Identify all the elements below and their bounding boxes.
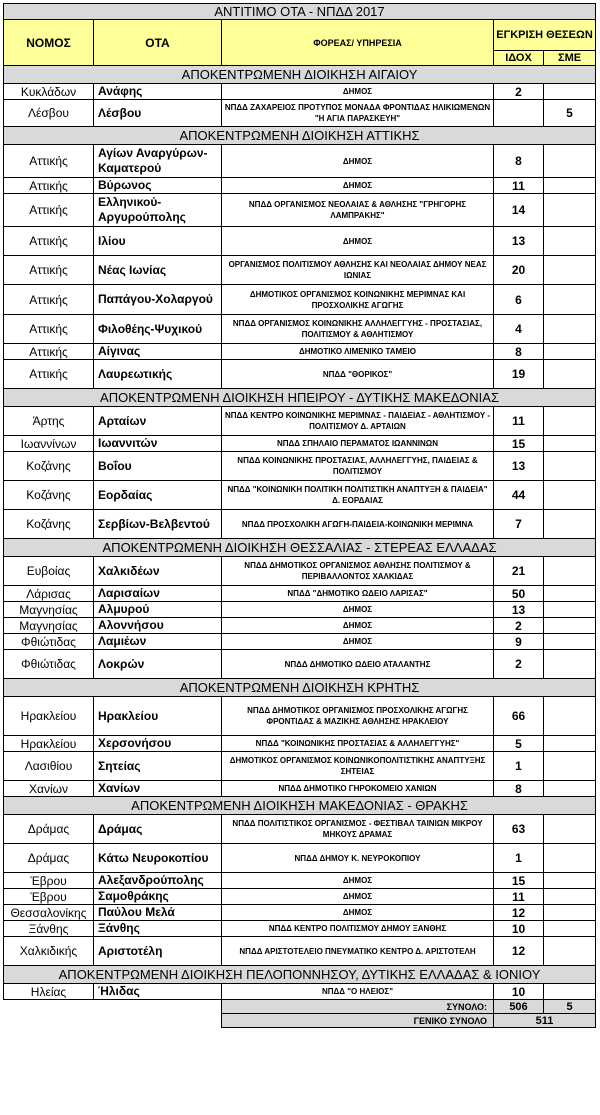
ota-cell: Λαμιέων: [94, 634, 222, 650]
sme-cell: [544, 344, 596, 360]
table-row: [4, 984, 596, 1000]
table-row: [4, 100, 596, 127]
ota-cell: Σαμοθράκης: [94, 889, 222, 905]
sme-cell: [544, 781, 596, 797]
idox-cell: 13: [494, 227, 544, 256]
synolo-idox: 506: [494, 1000, 544, 1014]
sme-cell: [544, 921, 596, 937]
idox-cell: 11: [494, 178, 544, 194]
ota-cell: Σερβίων-Βελβεντού: [94, 510, 222, 539]
table-row: [4, 873, 596, 889]
sme-cell: [544, 736, 596, 752]
nomos-cell: Λέσβου: [4, 100, 94, 127]
sme-cell: [544, 697, 596, 736]
table-row: [4, 344, 596, 360]
nomos-cell: Λάρισας: [4, 586, 94, 602]
ota-cell: Λαυρεωτικής: [94, 360, 222, 389]
foreas-cell: ΝΠΔΔ ΔΗΜΟΤΙΚΟ ΓΗΡΟΚΟΜΕΙΟ ΧΑΝΙΩΝ: [222, 781, 494, 797]
section-header: ΑΠΟΚΕΝΤΡΩΜΕΝΗ ΔΙΟΙΚΗΣΗ ΚΡΗΤΗΣ: [4, 679, 596, 697]
idox-cell: 10: [494, 921, 544, 937]
foreas-cell: ΝΠΔΔ ΑΡΙΣΤΟΤΕΛΕΙΟ ΠΝΕΥΜΑΤΙΚΟ ΚΕΝΤΡΟ Δ. ΑΡΙΣΤΟΤΕΛΗ: [222, 937, 494, 966]
nomos-cell: Δράμας: [4, 815, 94, 844]
sme-cell: [544, 650, 596, 679]
table-title: ΑΝΤΙΤΙΜΟ ΟΤΑ - ΝΠΔΔ 2017: [4, 4, 596, 20]
section-header: ΑΠΟΚΕΝΤΡΩΜΕΝΗ ΔΙΟΙΚΗΣΗ ΑΤΤΙΚΗΣ: [4, 127, 596, 145]
table-row: [4, 452, 596, 481]
table-row: [4, 634, 596, 650]
ota-cell: Αλεξανδρούπολης: [94, 873, 222, 889]
idox-cell: 50: [494, 586, 544, 602]
sme-cell: [544, 586, 596, 602]
ota-cell: Εορδαίας: [94, 481, 222, 510]
foreas-cell: ΝΠΔΔ ΠΡΟΣΧΟΛΙΚΗ ΑΓΩΓΗ-ΠΑΙΔΕΙΑ-ΚΟΙΝΩΝΙΚΗ ΜΕΡΙΜΝΑ: [222, 510, 494, 539]
nomos-cell: Θεσσαλονίκης: [4, 905, 94, 921]
sme-cell: [544, 194, 596, 227]
ota-cell: Δράμας: [94, 815, 222, 844]
sme-cell: [544, 436, 596, 452]
idox-cell: 8: [494, 781, 544, 797]
sme-cell: [544, 84, 596, 100]
foreas-cell: ΝΠΔΔ ΔΗΜΟΥ Κ. ΝΕΥΡΟΚΟΠΙΟΥ: [222, 844, 494, 873]
geniko-synolo-value: 511: [494, 1014, 596, 1028]
synolo-sme: 5: [544, 1000, 596, 1014]
idox-cell: 8: [494, 344, 544, 360]
nomos-cell: Φθιώτιδας: [4, 650, 94, 679]
section-header: ΑΠΟΚΕΝΤΡΩΜΕΝΗ ΔΙΟΙΚΗΣΗ ΘΕΣΣΑΛΙΑΣ - ΣΤΕΡΕΑΣ ΕΛΛΑΔΑΣ: [4, 539, 596, 557]
ota-cell: Λέσβου: [94, 100, 222, 127]
section-header: ΑΠΟΚΕΝΤΡΩΜΕΝΗ ΔΙΟΙΚΗΣΗ ΠΕΛΟΠΟΝΝΗΣΟΥ, ΔΥΤΙΚΗΣ ΕΛΛΑΔΑΣ & ΙΟΝΙΟΥ: [4, 966, 596, 984]
positions-table: [3, 3, 596, 1028]
idox-cell: 15: [494, 873, 544, 889]
idox-cell: 8: [494, 145, 544, 178]
table-row: [4, 178, 596, 194]
sme-cell: 5: [544, 100, 596, 127]
table-row: [4, 436, 596, 452]
idox-cell: 1: [494, 752, 544, 781]
foreas-cell: ΝΠΔΔ "ΚΟΙΝΩΝΙΚΗΣ ΠΡΟΣΤΑΣΙΑΣ & ΑΛΛΗΛΕΓΓΥΗΣ": [222, 736, 494, 752]
idox-cell: 14: [494, 194, 544, 227]
sme-cell: [544, 889, 596, 905]
ota-cell: Ιλίου: [94, 227, 222, 256]
foreas-cell: ΔΗΜΟΤΙΚΟΣ ΟΡΓΑΝΙΣΜΟΣ ΚΟΙΝΩΝΙΚΗΣ ΜΕΡΙΜΝΑΣ ΚΑΙ ΠΡΟΣΧΟΛΙΚΗΣ ΑΓΩΓΗΣ: [222, 285, 494, 315]
idox-cell: 15: [494, 436, 544, 452]
nomos-cell: Έβρου: [4, 889, 94, 905]
ota-cell: Ελληνικού-Αργυρούπολης: [94, 194, 222, 227]
nomos-cell: Ηρακλείου: [4, 697, 94, 736]
ota-cell: Σητείας: [94, 752, 222, 781]
sme-cell: [544, 752, 596, 781]
idox-cell: 4: [494, 315, 544, 344]
idox-cell: 7: [494, 510, 544, 539]
foreas-cell: ΔΗΜΟΣ: [222, 84, 494, 100]
header-sme: ΣΜΕ: [544, 51, 596, 66]
ota-cell: Χερσονήσου: [94, 736, 222, 752]
nomos-cell: Κοζάνης: [4, 510, 94, 539]
sme-cell: [544, 618, 596, 634]
idox-cell: 19: [494, 360, 544, 389]
ota-cell: Βύρωνος: [94, 178, 222, 194]
ota-cell: Νέας Ιωνίας: [94, 256, 222, 285]
nomos-cell: Δράμας: [4, 844, 94, 873]
sme-cell: [544, 815, 596, 844]
idox-cell: 12: [494, 937, 544, 966]
ota-cell: Ήλιδας: [94, 984, 222, 1000]
nomos-cell: Μαγνησίας: [4, 618, 94, 634]
header-nomos: ΝΟΜΟΣ: [4, 20, 94, 66]
sme-cell: [544, 602, 596, 618]
nomos-cell: Αττικής: [4, 194, 94, 227]
table-row: [4, 752, 596, 781]
foreas-cell: ΝΠΔΔ ΠΟΛΙΤΙΣΤΙΚΟΣ ΟΡΓΑΝΙΣΜΟΣ - ΦΕΣΤΙΒΑΛ ΤΑΙΝΙΩΝ ΜΙΚΡΟΥ ΜΗΚΟΥΣ ΔΡΑΜΑΣ: [222, 815, 494, 844]
sme-cell: [544, 452, 596, 481]
foreas-cell: ΝΠΔΔ ΚΟΙΝΩΝΙΚΗΣ ΠΡΟΣΤΑΣΙΑΣ, ΑΛΛΗΛΕΓΓΥΗΣ, ΠΑΙΔΕΙΑΣ & ΠΟΛΙΤΙΣΜΟΥ: [222, 452, 494, 481]
nomos-cell: Αττικής: [4, 360, 94, 389]
nomos-cell: Κοζάνης: [4, 452, 94, 481]
sme-cell: [544, 256, 596, 285]
ota-cell: Αριστοτέλη: [94, 937, 222, 966]
idox-cell: [494, 100, 544, 127]
idox-cell: 10: [494, 984, 544, 1000]
nomos-cell: Κοζάνης: [4, 481, 94, 510]
sme-cell: [544, 360, 596, 389]
table-row: [4, 618, 596, 634]
sme-cell: [544, 227, 596, 256]
foreas-cell: ΔΗΜΟΣ: [222, 602, 494, 618]
nomos-cell: Αττικής: [4, 145, 94, 178]
idox-cell: 1: [494, 844, 544, 873]
nomos-cell: Χαλκιδικής: [4, 937, 94, 966]
foreas-cell: ΝΠΔΔ "ΘΟΡΙΚΟΣ": [222, 360, 494, 389]
foreas-cell: ΝΠΔΔ ΣΠΗΛΑΙΟ ΠΕΡΑΜΑΤΟΣ ΙΩΑΝΝΙΝΩΝ: [222, 436, 494, 452]
nomos-cell: Ηρακλείου: [4, 736, 94, 752]
ota-cell: Χαλκιδέων: [94, 557, 222, 586]
idox-cell: 66: [494, 697, 544, 736]
table-row: [4, 256, 596, 285]
idox-cell: 2: [494, 618, 544, 634]
blank-cell: [4, 1000, 222, 1014]
sme-cell: [544, 873, 596, 889]
table-row: [4, 602, 596, 618]
table-row: [4, 557, 596, 586]
nomos-cell: Άρτης: [4, 407, 94, 436]
ota-cell: Λαρισαίων: [94, 586, 222, 602]
table-row: [4, 194, 596, 227]
sme-cell: [544, 510, 596, 539]
idox-cell: 12: [494, 905, 544, 921]
idox-cell: 9: [494, 634, 544, 650]
sme-cell: [544, 984, 596, 1000]
sme-cell: [544, 634, 596, 650]
foreas-cell: ΟΡΓΑΝΙΣΜΟΣ ΠΟΛΙΤΙΣΜΟΥ ΑΘΛΗΣΗΣ ΚΑΙ ΝΕΟΛΑΙΑΣ ΔΗΜΟΥ ΝΕΑΣ ΙΩΝΙΑΣ: [222, 256, 494, 285]
foreas-cell: ΔΗΜΟΣ: [222, 227, 494, 256]
foreas-cell: ΔΗΜΟΣ: [222, 145, 494, 178]
nomos-cell: Ευβοίας: [4, 557, 94, 586]
ota-cell: Αίγινας: [94, 344, 222, 360]
nomos-cell: Αττικής: [4, 315, 94, 344]
table-row: [4, 84, 596, 100]
ota-cell: Παπάγου-Χολαργού: [94, 285, 222, 315]
blank-cell: [4, 1014, 222, 1028]
table-row: [4, 227, 596, 256]
idox-cell: 21: [494, 557, 544, 586]
ota-cell: Αγίων Αναργύρων-Καματερού: [94, 145, 222, 178]
nomos-cell: Ηλείας: [4, 984, 94, 1000]
table-row: [4, 815, 596, 844]
table-row: [4, 937, 596, 966]
section-header: ΑΠΟΚΕΝΤΡΩΜΕΝΗ ΔΙΟΙΚΗΣΗ ΗΠΕΙΡΟΥ - ΔΥΤΙΚΗΣ ΜΑΚΕΔΟΝΙΑΣ: [4, 389, 596, 407]
foreas-cell: ΔΗΜΟΤΙΚΟΣ ΟΡΓΑΝΙΣΜΟΣ ΚΟΙΝΩΝΙΚΟΠΟΛΙΤΙΣΤΙΚΗΣ ΑΝΑΠΤΥΞΗΣ ΣΗΤΕΙΑΣ: [222, 752, 494, 781]
idox-cell: 44: [494, 481, 544, 510]
table-row: [4, 905, 596, 921]
header-idox: ΙΔΟΧ: [494, 51, 544, 66]
sme-cell: [544, 844, 596, 873]
ota-cell: Αρταίων: [94, 407, 222, 436]
idox-cell: 13: [494, 602, 544, 618]
sme-cell: [544, 557, 596, 586]
foreas-cell: ΔΗΜΟΣ: [222, 905, 494, 921]
table-row: [4, 697, 596, 736]
foreas-cell: ΝΠΔΔ ΔΗΜΟΤΙΚΟΣ ΟΡΓΑΝΙΣΜΟΣ ΠΡΟΣΧΟΛΙΚΗΣ ΑΓΩΓΗΣ ΦΡΟΝΤΙΔΑΣ & ΜΑΖΙΚΗΣ ΑΘΛΗΣΗΣ ΗΡΑΚΛΕΙΟΥ: [222, 697, 494, 736]
table-row: [4, 736, 596, 752]
idox-cell: 11: [494, 889, 544, 905]
synolo-label: ΣΥΝΟΛΟ:: [222, 1000, 494, 1014]
table-row: [4, 360, 596, 389]
idox-cell: 20: [494, 256, 544, 285]
table-row: [4, 781, 596, 797]
nomos-cell: Αττικής: [4, 256, 94, 285]
foreas-cell: ΝΠΔΔ "ΔΗΜΟΤΙΚΟ ΩΔΕΙΟ ΛΑΡΙΣΑΣ": [222, 586, 494, 602]
foreas-cell: ΝΠΔΔ ΟΡΓΑΝΙΣΜΟΣ ΝΕΟΛΑΙΑΣ & ΑΘΛΗΣΗΣ "ΓΡΗΓΟΡΗΣ ΛΑΜΠΡΑΚΗΣ": [222, 194, 494, 227]
foreas-cell: ΔΗΜΟΤΙΚΟ ΛΙΜΕΝΙΚΟ ΤΑΜΕΙΟ: [222, 344, 494, 360]
section-header: ΑΠΟΚΕΝΤΡΩΜΕΝΗ ΔΙΟΙΚΗΣΗ ΜΑΚΕΔΟΝΙΑΣ - ΘΡΑΚΗΣ: [4, 797, 596, 815]
sme-cell: [544, 145, 596, 178]
table-row: [4, 650, 596, 679]
idox-cell: 63: [494, 815, 544, 844]
idox-cell: 13: [494, 452, 544, 481]
table-row: [4, 921, 596, 937]
header-egkrisi: ΕΓΚΡΙΣΗ ΘΕΣΕΩΝ: [494, 20, 596, 51]
foreas-cell: ΔΗΜΟΣ: [222, 873, 494, 889]
header-ota: ΟΤΑ: [94, 20, 222, 66]
ota-cell: Αλοννήσου: [94, 618, 222, 634]
table-row: [4, 481, 596, 510]
table-row: [4, 315, 596, 344]
idox-cell: 11: [494, 407, 544, 436]
nomos-cell: Φθιώτιδας: [4, 634, 94, 650]
nomos-cell: Αττικής: [4, 285, 94, 315]
ota-cell: Αλμυρού: [94, 602, 222, 618]
table-row: [4, 285, 596, 315]
nomos-cell: Αττικής: [4, 227, 94, 256]
foreas-cell: ΝΠΔΔ "ΚΟΙΝΩΝΙΚΗ ΠΟΛΙΤΙΚΗ ΠΟΛΙΤΙΣΤΙΚΗ ΑΝΑΠΤΥΞΗ & ΠΑΙΔΕΙΑ" Δ. ΕΟΡΔΑΙΑΣ: [222, 481, 494, 510]
nomos-cell: Αττικής: [4, 178, 94, 194]
spreadsheet: [3, 3, 595, 1028]
foreas-cell: ΔΗΜΟΣ: [222, 618, 494, 634]
sme-cell: [544, 178, 596, 194]
idox-cell: 5: [494, 736, 544, 752]
foreas-cell: ΝΠΔΔ ΖΑΧΑΡΕΙΟΣ ΠΡΟΤΥΠΟΣ ΜΟΝΑΔΑ ΦΡΟΝΤΙΔΑΣ ΗΛΙΚΙΩΜΕΝΩΝ "Η ΑΓΙΑ ΠΑΡΑΣΚΕΥΗ": [222, 100, 494, 127]
nomos-cell: Ξάνθης: [4, 921, 94, 937]
ota-cell: Κάτω Νευροκοπίου: [94, 844, 222, 873]
foreas-cell: ΝΠΔΔ ΚΕΝΤΡΟ ΠΟΛΙΤΙΣΜΟΥ ΔΗΜΟΥ ΞΑΝΘΗΣ: [222, 921, 494, 937]
geniko-synolo-label: ΓΕΝΙΚΟ ΣΥΝΟΛΟ: [222, 1014, 494, 1028]
foreas-cell: ΔΗΜΟΣ: [222, 634, 494, 650]
sme-cell: [544, 937, 596, 966]
ota-cell: Ιωαννιτών: [94, 436, 222, 452]
ota-cell: Ξάνθης: [94, 921, 222, 937]
foreas-cell: ΝΠΔΔ ΔΗΜΟΤΙΚΟ ΩΔΕΙΟ ΑΤΑΛΑΝΤΗΣ: [222, 650, 494, 679]
sme-cell: [544, 905, 596, 921]
nomos-cell: Ιωαννίνων: [4, 436, 94, 452]
table-row: [4, 889, 596, 905]
foreas-cell: ΔΗΜΟΣ: [222, 889, 494, 905]
idox-cell: 2: [494, 84, 544, 100]
table-row: [4, 145, 596, 178]
ota-cell: Χανίων: [94, 781, 222, 797]
foreas-cell: ΝΠΔΔ ΚΕΝΤΡΟ ΚΟΙΝΩΝΙΚΗΣ ΜΕΡΙΜΝΑΣ - ΠΑΙΔΕΙΑΣ - ΑΘΛΗΤΙΣΜΟΥ - ΠΟΛΙΤΙΣΜΟΥ Δ. ΑΡΤΑΙΩΝ: [222, 407, 494, 436]
ota-cell: Φιλοθέης-Ψυχικού: [94, 315, 222, 344]
nomos-cell: Λασιθίου: [4, 752, 94, 781]
sme-cell: [544, 481, 596, 510]
section-header: ΑΠΟΚΕΝΤΡΩΜΕΝΗ ΔΙΟΙΚΗΣΗ ΑΙΓΑΙΟΥ: [4, 66, 596, 84]
ota-cell: Βοΐου: [94, 452, 222, 481]
ota-cell: Παύλου Μελά: [94, 905, 222, 921]
foreas-cell: ΝΠΔΔ "Ο ΗΛΕΙΟΣ": [222, 984, 494, 1000]
foreas-cell: ΝΠΔΔ ΟΡΓΑΝΙΣΜΟΣ ΚΟΙΝΩΝΙΚΗΣ ΑΛΛΗΛΕΓΓΥΗΣ - ΠΡΟΣΤΑΣΙΑΣ, ΠΟΛΙΤΙΣΜΟΥ & ΑΘΛΗΤΙΣΜΟΥ: [222, 315, 494, 344]
table-row: [4, 510, 596, 539]
sme-cell: [544, 315, 596, 344]
idox-cell: 2: [494, 650, 544, 679]
nomos-cell: Χανίων: [4, 781, 94, 797]
foreas-cell: ΔΗΜΟΣ: [222, 178, 494, 194]
ota-cell: Λοκρών: [94, 650, 222, 679]
table-row: [4, 586, 596, 602]
nomos-cell: Κυκλάδων: [4, 84, 94, 100]
ota-cell: Ηρακλείου: [94, 697, 222, 736]
idox-cell: 6: [494, 285, 544, 315]
foreas-cell: ΝΠΔΔ ΔΗΜΟΤΙΚΟΣ ΟΡΓΑΝΙΣΜΟΣ ΑΘΛΗΣΗΣ ΠΟΛΙΤΙΣΜΟΥ & ΠΕΡΙΒΑΛΛΟΝΤΟΣ ΧΑΛΚΙΔΑΣ: [222, 557, 494, 586]
nomos-cell: Αττικής: [4, 344, 94, 360]
nomos-cell: Έβρου: [4, 873, 94, 889]
nomos-cell: Μαγνησίας: [4, 602, 94, 618]
table-row: [4, 844, 596, 873]
sme-cell: [544, 407, 596, 436]
sme-cell: [544, 285, 596, 315]
table-row: [4, 407, 596, 436]
header-foreas: ΦΟΡΕΑΣ/ ΥΠΗΡΕΣΙΑ: [222, 20, 494, 66]
ota-cell: Ανάφης: [94, 84, 222, 100]
